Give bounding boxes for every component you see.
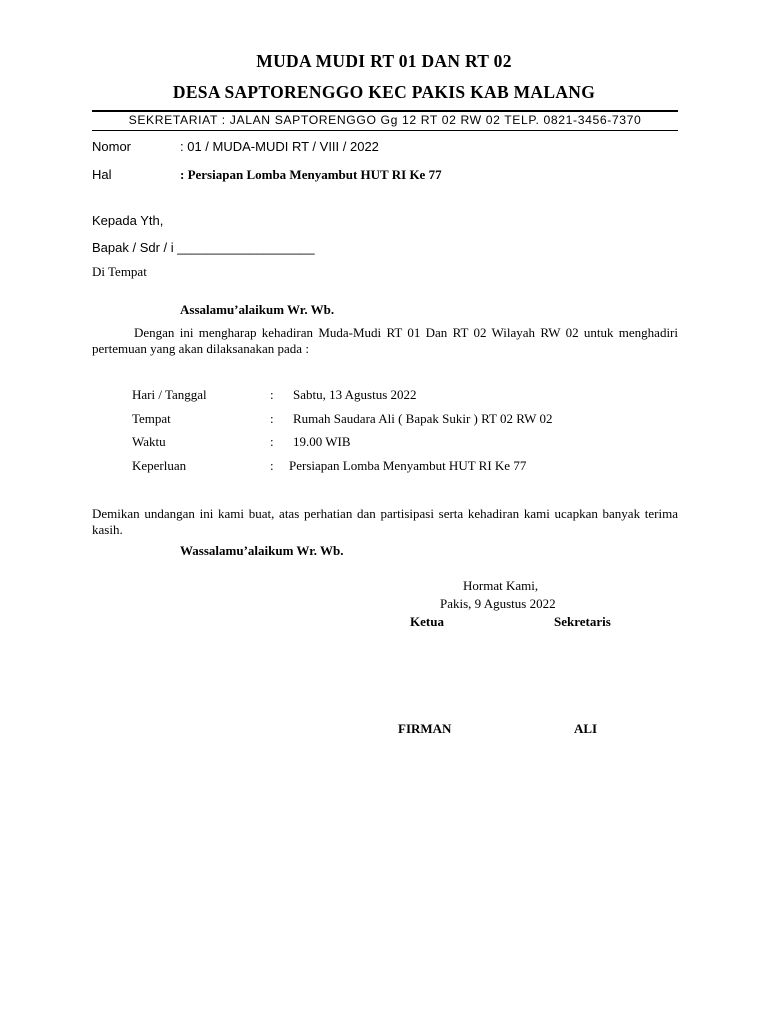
- header-rule-bottom: [92, 130, 678, 131]
- detail-label-date: Hari / Tanggal: [132, 387, 207, 402]
- farewell: Wassalamu’alaikum Wr. Wb.: [180, 543, 344, 558]
- org-location-heading: DESA SAPTORENGGO KEC PAKIS KAB MALANG: [172, 82, 596, 102]
- detail-sep-date: :: [270, 387, 274, 402]
- detail-sep-purpose: :: [270, 458, 274, 473]
- detail-value-place: Rumah Saudara Ali ( Bapak Sukir ) RT 02 RW 02: [293, 411, 553, 426]
- signatory-chairman: FIRMAN: [398, 721, 452, 736]
- recipient-place: Di Tempat: [92, 264, 147, 279]
- greeting: Assalamu’alaikum Wr. Wb.: [180, 302, 335, 317]
- nomor-value: : 01 / MUDA-MUDI RT / VIII / 2022: [180, 139, 379, 154]
- recipient-name-line: Bapak / Sdr / i ___________________: [92, 240, 315, 255]
- org-name-heading: MUDA MUDI RT 01 DAN RT 02: [256, 51, 512, 71]
- closing-paragraph: Demikan undangan ini kami buat, atas perhatian dan partisipasi serta kehadiran kami ucapkan banyak terima kasih.: [92, 506, 678, 537]
- signatory-secretary: ALI: [574, 721, 598, 736]
- detail-value-date: Sabtu, 13 Agustus 2022: [293, 387, 417, 402]
- secretariat-address: SEKRETARIAT : JALAN SAPTORENGGO Gg 12 RT 02 RW 02 TELP. 0821-3456-7370: [128, 113, 642, 127]
- regards: Hormat Kami,: [463, 578, 539, 593]
- detail-label-time: Waktu: [132, 434, 166, 449]
- detail-label-place: Tempat: [132, 411, 171, 426]
- recipient-salutation: Kepada Yth,: [92, 213, 164, 228]
- hal-label: Hal: [92, 167, 112, 182]
- header-rule-top: [92, 110, 678, 112]
- detail-sep-time: :: [270, 434, 274, 449]
- detail-value-purpose: Persiapan Lomba Menyambut HUT RI Ke 77: [289, 458, 527, 473]
- nomor-label: Nomor: [92, 139, 132, 154]
- detail-label-purpose: Keperluan: [132, 458, 187, 473]
- place-date: Pakis, 9 Agustus 2022: [440, 596, 556, 611]
- intro-paragraph: Dengan ini mengharap kehadiran Muda-Mudi RT 01 Dan RT 02 Wilayah RW 02 untuk menghadiri pertemuan yang akan dilaksanakan pada :: [92, 325, 678, 356]
- role-secretary: Sekretaris: [554, 614, 611, 629]
- detail-sep-place: :: [270, 411, 274, 426]
- role-chairman: Ketua: [410, 614, 444, 629]
- hal-value: : Persiapan Lomba Menyambut HUT RI Ke 77: [180, 167, 442, 182]
- detail-value-time: 19.00 WIB: [293, 434, 351, 449]
